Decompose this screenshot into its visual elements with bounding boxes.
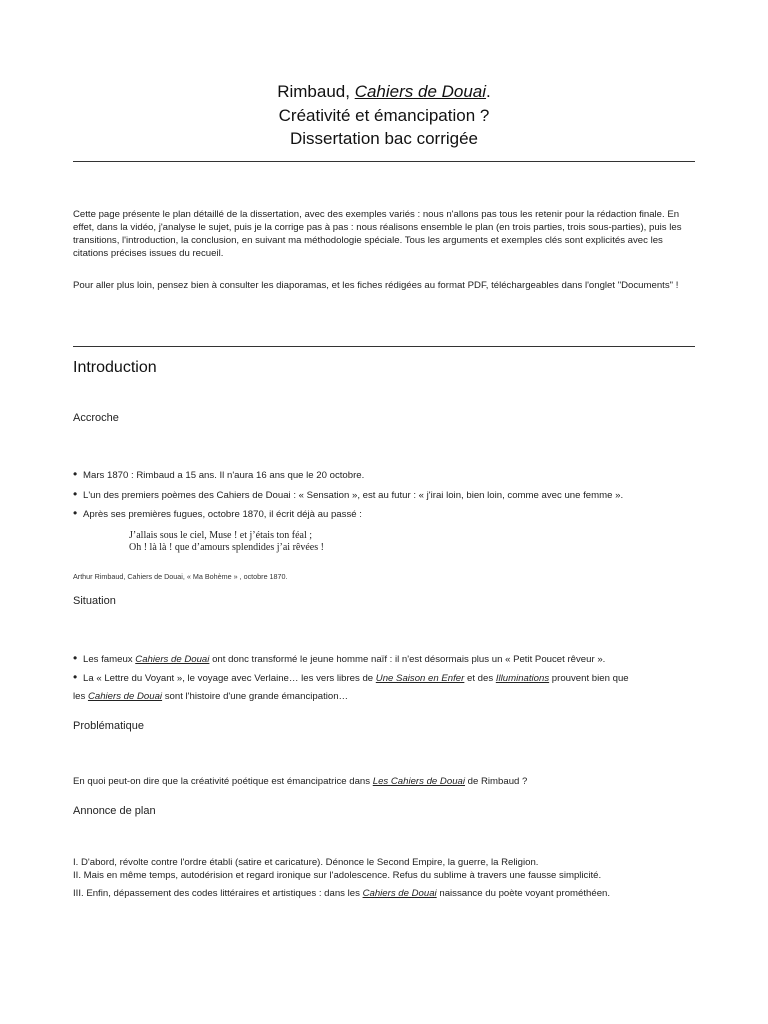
list-item-continuation: les Cahiers de Douai sont l'histoire d'une grande émancipation… — [73, 691, 349, 702]
bullet-icon: • — [73, 506, 78, 520]
list-item: • L'un des premiers poèmes des Cahiers de Douai : « Sensation », est au futur : « j'irai loin, bien loin, comme avec une femme ». — [73, 487, 624, 501]
plan-line: II. Mais en même temps, autodérision et regard ironique sur l'adolescence. Refus du sublime à travers une fausse simplicité. — [73, 870, 602, 881]
intro-paragraph: Cette page présente le plan détaillé de la dissertation, avec des exemples variés : nous n'allons pas tous les retenir pour la rédaction finale. En effet, dans la vidéo, j'analyse le sujet, puis je la corrige pas à pas : nous réalisons ensemble le plan (en trois parties, trois sous-parties), puis les transitions, l'introduction, la conclusion, en suivant ma méthodologie spéciale. Tous les arguments et exemples clés sont explicités avec les citations précises issues du recueil. — [73, 209, 682, 259]
divider — [73, 346, 695, 347]
work-title-link[interactable]: Les Cahiers de Douai — [372, 776, 465, 787]
poem-citation: Arthur Rimbaud, Cahiers de Douai, « Ma Bohème » , octobre 1870. — [73, 572, 288, 581]
problematique-text: En quoi peut-on dire que la créativité poétique est émancipatrice dans Les Cahiers de Douai de Rimbaud ? — [73, 776, 528, 787]
subheading-situation: Situation — [73, 595, 116, 607]
subheading-annonce: Annonce de plan — [73, 805, 156, 817]
page-subtitle-2: Dissertation bac corrigée — [289, 129, 479, 148]
work-title-link[interactable]: Cahiers de Douai — [135, 654, 210, 665]
bullet-icon: • — [73, 651, 78, 665]
work-title-link[interactable]: Cahiers de Douai — [354, 82, 487, 101]
work-title-link[interactable]: Illuminations — [495, 673, 550, 684]
bullet-icon: • — [73, 467, 78, 481]
work-title-link[interactable]: Une Saison en Enfer — [375, 673, 465, 684]
subheading-accroche: Accroche — [73, 412, 119, 424]
bullet-icon: • — [73, 487, 78, 501]
plan-line: III. Enfin, dépassement des codes littéraires et artistiques : dans les Cahiers de Douai naissance du poète voyant prométhéen. — [73, 888, 611, 899]
list-item: • La « Lettre du Voyant », le voyage avec Verlaine… les vers libres de Une Saison en Enfer et des Illuminations prouvent bien que — [73, 670, 629, 684]
plan-line: I. D'abord, révolte contre l'ordre établi (satire et caricature). Dénonce le Second Empire, la guerre, la Religion. — [73, 857, 539, 868]
poem-verse: Oh ! là là ! que d’amours splendides j’ai rêvées ! — [129, 542, 324, 553]
list-item: • Mars 1870 : Rimbaud a 15 ans. Il n'aura 16 ans que le 20 octobre. — [73, 467, 365, 481]
section-heading-introduction: Introduction — [73, 359, 157, 376]
page-subtitle-1: Créativité et émancipation ? — [278, 106, 490, 125]
divider — [73, 161, 695, 162]
subheading-problematique: Problématique — [73, 720, 144, 732]
poem-verse: J’allais sous le ciel, Muse ! et j’étais ton féal ; — [129, 530, 313, 541]
list-item: • Les fameux Cahiers de Douai ont donc transformé le jeune homme naïf : il n'est désormais plus un « Petit Poucet rêveur ». — [73, 651, 606, 665]
intro-paragraph: Pour aller plus loin, pensez bien à consulter les diaporamas, et les fiches rédigées au format PDF, téléchargeables dans l'onglet "Documents" ! — [73, 280, 679, 291]
page-title: Rimbaud, Cahiers de Douai. — [277, 82, 491, 101]
list-item: • Après ses premières fugues, octobre 1870, il écrit déjà au passé : — [73, 506, 362, 520]
bullet-icon: • — [73, 670, 78, 684]
work-title-link[interactable]: Cahiers de Douai — [87, 691, 163, 702]
work-title-link[interactable]: Cahiers de Douai — [362, 888, 437, 899]
